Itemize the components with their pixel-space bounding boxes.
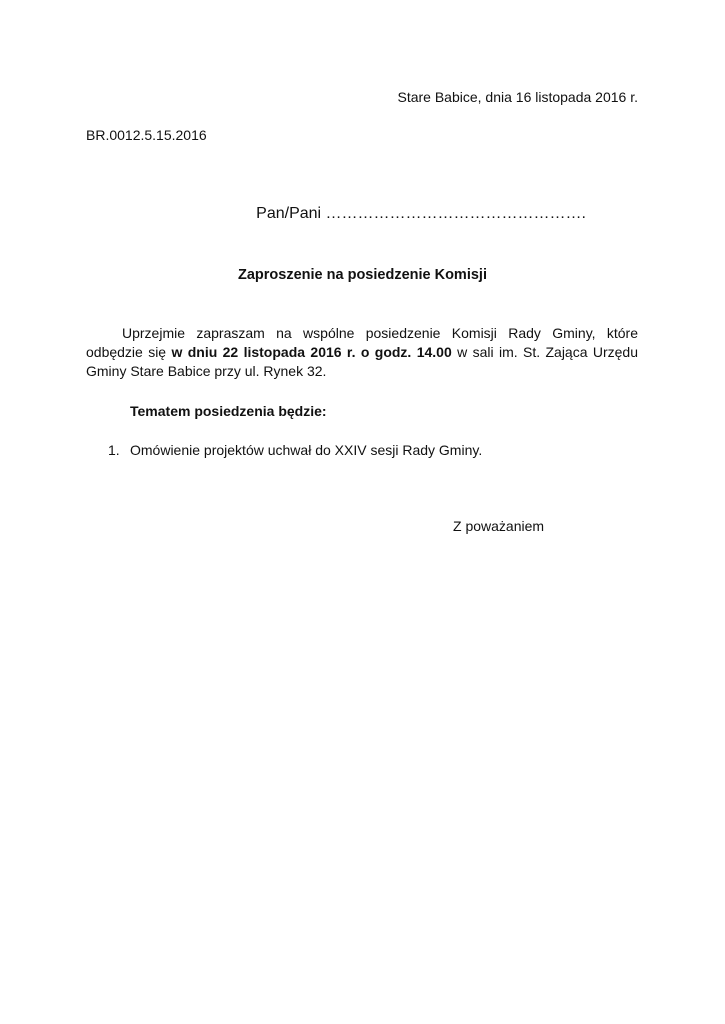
body-paragraph	[86, 324, 638, 381]
list-item	[108, 441, 482, 459]
list-item-text: Omówienie projektów uchwał do XXIV sesji Rady Gminy.	[130, 442, 483, 458]
letter-title: Zaproszenie na posiedzenie Komisji	[238, 267, 487, 283]
recipient-line: Pan/Pani ………………………………………….	[256, 205, 586, 222]
agenda-title: Tematem posiedzenia będzie:	[130, 403, 327, 419]
list-item-number: 1.	[108, 442, 120, 458]
body-text-date-time: w dniu 22 listopada 2016 r. o godz. 14.00	[171, 344, 452, 360]
reference-number: BR.0012.5.15.2016	[86, 127, 207, 143]
body-text-part1: Uprzejmie zapraszam na wspólne posiedzenie Komisji Rady Gminy, które odbędzie się	[86, 325, 638, 360]
agenda-list	[108, 441, 482, 459]
closing-salutation: Z poważaniem	[453, 518, 545, 534]
place-date: Stare Babice, dnia 16 listopada 2016 r.	[397, 89, 638, 105]
body-text-part2: w sali im. St. Zająca Urzędu Gminy Stare Babice przy ul. Rynek 32.	[86, 344, 638, 379]
